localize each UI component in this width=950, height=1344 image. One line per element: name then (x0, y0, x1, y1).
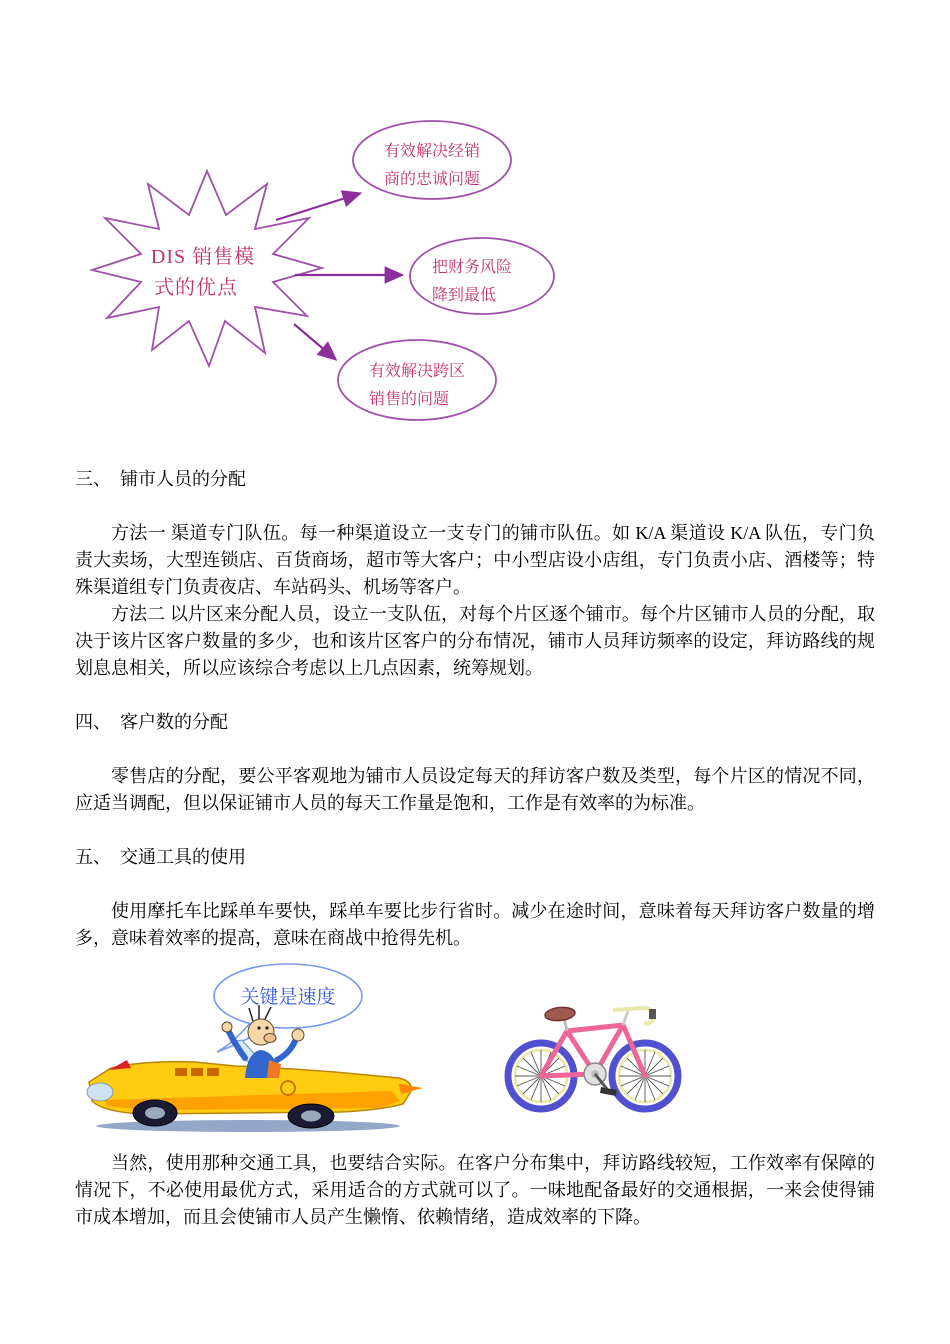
driver-right-hand (292, 1029, 304, 1041)
starburst-label-line1: DIS 销售模 (150, 246, 256, 268)
driver-waving-arm (277, 1041, 295, 1060)
speech-bubble-text: 关键是速度 (240, 987, 336, 1008)
paragraph-method-1: 方法一 渠道专门队伍。每一种渠道设立一支专门的铺市队伍。如 K/A 渠道设 K/A 队伍，专门负责大卖场，大型连锁店、百货商场，超市等大客户；中小型店设小店组，专门负责小店、酒楼等；特殊渠道组专门负责夜店、车站码头、机场等客户。 (75, 523, 875, 597)
benefit-label: 把财务风险 (432, 259, 513, 276)
car-front-hub (301, 1111, 321, 1122)
section-heading-4: 四、 客户数的分配 (75, 712, 228, 732)
bike-stem (623, 1011, 628, 1025)
cartoon-car-image (83, 960, 423, 1138)
starburst-shape (92, 171, 322, 366)
transport-illustration (75, 956, 875, 1138)
benefit-label: 销售的问题 (369, 391, 450, 408)
paragraph-method-2: 方法二 以片区来分配人员，设立一支队伍，对每个片区逐个铺市。每个片区铺市人员的分配，取决于该片区客户数量的多少，也和该片区客户的分布情况，铺市人员拜访频率的设定，拜访路线的规划息息相关，所以应该综合考虑以上几点因素，统筹规划。 (75, 604, 875, 678)
bike-brake-lever (649, 1009, 656, 1019)
driver-nose (264, 1034, 276, 1043)
paragraph-transport: 使用摩托车比踩单车要快，踩单车要比步行省时。减少在途时间，意味着每天拜访客户数量的增多，意味着效率的提高，意味在商战中抢得先机。 (75, 901, 875, 948)
document-body (75, 466, 875, 1231)
benefit-label: 降到最低 (432, 287, 497, 304)
arrow-to-loyalty (276, 194, 358, 220)
driver-eye (265, 1026, 268, 1029)
starburst-label-line2: 式的优点 (154, 277, 238, 299)
benefit-label: 商的忠诚问题 (384, 171, 481, 188)
driver-vest (267, 1060, 281, 1078)
driver-eye (257, 1026, 260, 1029)
section-heading-5: 五、 交通工具的使用 (75, 847, 246, 867)
paragraph-customer-allocation: 零售店的分配，要公平客观地为铺市人员设定每天的拜访客户数及类型，每个片区的情况不同，应适当调配，但以保证铺市人员的每天工作量是饱和，工作是有效率的为标准。 (75, 766, 875, 813)
bike-handlebar (613, 1008, 653, 1023)
car-window-detail (175, 1068, 187, 1076)
dis-model-diagram (60, 108, 580, 438)
benefit-ellipse-crossregion (338, 340, 496, 420)
benefit-label: 有效解决经销 (384, 143, 481, 160)
benefit-label: 有效解决跨区 (369, 363, 466, 380)
driver-left-hand (222, 1022, 232, 1032)
bike-seat (544, 1006, 575, 1022)
car-window-detail (207, 1068, 219, 1076)
section-heading-3: 三、 铺市人员的分配 (75, 469, 246, 489)
car-rear-hub (145, 1107, 165, 1119)
car-front-bumper (87, 1083, 113, 1101)
car-window-detail (191, 1068, 203, 1076)
arrow-to-crossregion (294, 324, 334, 358)
paragraph-closing: 当然，使用那种交通工具，也要结合实际。在客户分布集中，拜访路线较短，工作效率有保障的情况下，不必使用最优方式，采用适合的方式就可以了。一味地配备最好的交通根据，一来会使得铺市成本增加，而且会使铺市人员产生懒惰、依赖情绪，造成效率的下降。 (75, 1153, 875, 1227)
bicycle-image (503, 990, 683, 1116)
